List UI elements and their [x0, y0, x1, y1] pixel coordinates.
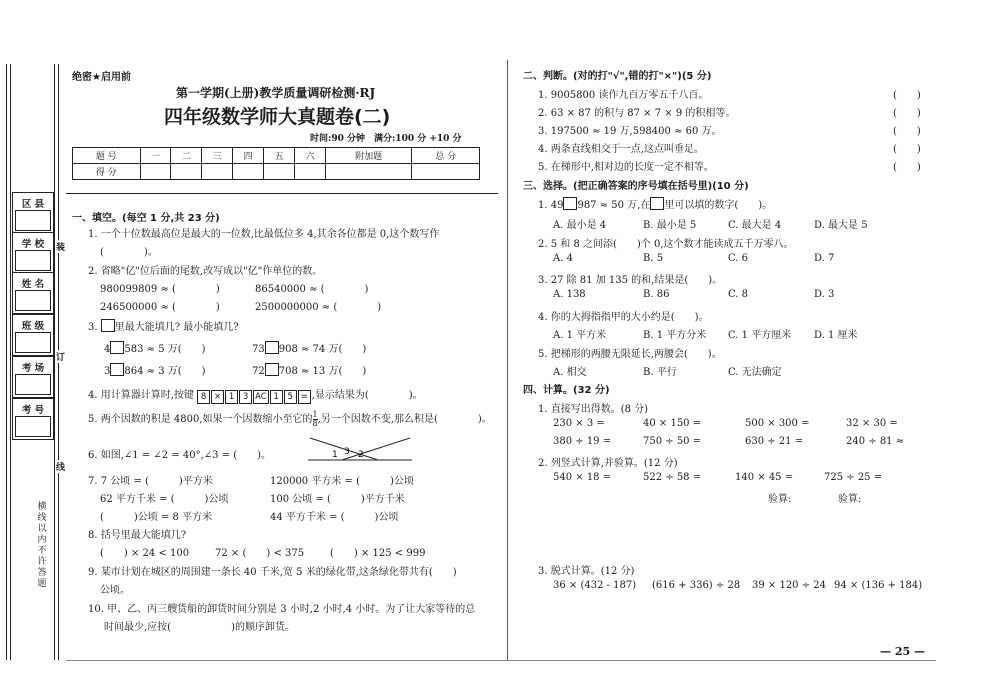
judge-item: 2. 63 × 87 的积与 87 × 7 × 9 的积相等。 — [538, 108, 736, 119]
field-name[interactable] — [12, 272, 54, 314]
page-title: 四年级数学师大真题卷(二) — [164, 106, 391, 128]
question-text: ( ) × 24 < 100 — [100, 548, 190, 559]
answer-paren[interactable]: ( ) — [893, 144, 921, 155]
page-number: — 25 — — [876, 645, 929, 658]
binding-char-ding: 订 — [56, 350, 65, 363]
question-text: 6. 如图,∠1 = ∠2 = 40°,∠3 = ( )。 — [88, 450, 272, 461]
digit: 72 — [252, 366, 265, 377]
score-cell[interactable] — [412, 164, 480, 180]
choice-option: C. 最大是 4 — [728, 220, 782, 231]
question-text: ( )。 — [100, 247, 158, 258]
choice-option: B. 5 — [643, 253, 664, 264]
binding-char-xian: 线 — [56, 460, 65, 473]
choice-option: A. 1 平方米 — [553, 330, 607, 341]
calculator-key: AC — [255, 392, 267, 402]
blank-box[interactable] — [110, 363, 124, 376]
time-score: 时间:90 分钟 满分:100 分 +10 分 — [310, 134, 462, 144]
calc-item: 380 ÷ 19 = — [553, 436, 612, 447]
input-box[interactable] — [15, 210, 51, 231]
question-text: 3. 27 除 81 加 135 的和,结果是( )。 — [538, 275, 723, 286]
question-text: 987 ≈ 50 万,在 — [577, 200, 651, 211]
cell: 六 — [295, 148, 326, 164]
field-exam-number[interactable] — [12, 398, 54, 440]
calc-item: 40 × 150 = — [643, 418, 702, 429]
section-fill-heading: 一、填空。(每空 1 分,共 23 分) — [72, 213, 220, 224]
cell: 得 分 — [73, 164, 141, 180]
question-text: 3. 脱式计算。(12 分) — [538, 566, 635, 577]
question-4 — [88, 386, 423, 404]
score-cell[interactable] — [264, 164, 295, 180]
digit: 4 — [104, 344, 111, 355]
calc-item: 540 × 18 = — [553, 472, 612, 483]
question-text: 120000 平方米 = ( )公顷 — [270, 476, 414, 487]
field-label: 考 场 — [21, 363, 45, 374]
question-text: 10. 甲、乙、丙三艘货船的卸货时间分别是 3 小时,2 小时,4 小时。为了让大家等待的总 — [88, 604, 476, 615]
choice-option: B. 86 — [643, 289, 670, 300]
question-3a — [104, 340, 206, 355]
fraction-denominator: 8 — [312, 419, 318, 428]
question-text: 1. 一个十位数最高位是最大的一位数,比最低位多 4,其余各位都是 0,这个数写作 — [88, 229, 440, 240]
calc-item: 39 × 120 ÷ 24 — [752, 580, 827, 591]
question-text: 62 平方千米 = ( )公顷 — [100, 494, 229, 505]
question-3c — [104, 362, 206, 377]
score-cell[interactable] — [171, 164, 202, 180]
question-text: 公顷。 — [100, 585, 130, 596]
question-text: ( ) × 125 < 999 — [330, 548, 426, 559]
binding-line-3 — [54, 64, 55, 660]
calculator-key: 8 — [197, 390, 210, 404]
calc-item: 500 × 300 = — [745, 418, 810, 429]
field-label: 姓 名 — [21, 279, 45, 290]
cell: 总 分 — [412, 148, 480, 164]
question-text: 7. 7 公顷 = ( )平方米 — [88, 476, 213, 487]
question-text: ,另一个因数不变,那么积是( )。 — [317, 414, 492, 425]
choice-question-1 — [538, 196, 772, 211]
judge-item: 3. 197500 ≈ 19 万,598400 ≈ 60 万。 — [538, 126, 722, 137]
cell: 题 号 — [73, 148, 141, 164]
question-text: ,显示结果为( )。 — [311, 390, 423, 401]
calculator-key: = — [298, 390, 311, 404]
cell: 五 — [264, 148, 295, 164]
question-text: 100 公顷 = ( )平方千米 — [270, 494, 405, 505]
blank-box[interactable] — [563, 197, 577, 210]
judge-item: 1. 9005800 读作九百万零五千八百。 — [538, 90, 709, 101]
blank-box[interactable] — [650, 197, 664, 210]
question-text: 86540000 ≈ ( ) — [255, 284, 369, 295]
score-cell[interactable] — [140, 164, 171, 180]
input-box[interactable] — [15, 290, 51, 311]
score-table — [72, 147, 480, 180]
question-text: 9. 某市计划在城区的周围建一条长 40 千米,宽 5 米的绿化带,这条绿化带共有( ) — [88, 567, 457, 578]
section-calc-heading: 四、计算。(32 分) — [523, 385, 610, 396]
score-cell[interactable] — [202, 164, 233, 180]
cell: 二 — [171, 148, 202, 164]
cell: 附加题 — [325, 148, 411, 164]
check-label: 验算: — [838, 494, 862, 505]
question-5 — [88, 410, 492, 428]
question-text: 8. 括号里最大能填几? — [88, 530, 187, 541]
calculator-key: 1 — [270, 390, 283, 404]
score-cell[interactable] — [233, 164, 264, 180]
question-text: ( )公顷 = 8 平方米 — [100, 512, 213, 523]
blank-box[interactable] — [265, 363, 279, 376]
score-row — [73, 164, 480, 180]
score-cell[interactable] — [325, 164, 411, 180]
fraction-numerator: 1 — [312, 410, 318, 419]
question-3b — [252, 340, 366, 355]
question-text: 里可以填的数字( )。 — [664, 200, 773, 211]
choice-option: C. 无法确定 — [728, 367, 782, 378]
angle-label-1: 1 — [332, 450, 338, 460]
digit: 3 — [104, 366, 111, 377]
angle-figure — [308, 436, 412, 466]
exam-subtitle: 第一学期(上册)教学质量调研检测·RJ — [176, 86, 376, 100]
choice-option: C. 6 — [728, 253, 749, 264]
judge-item: 5. 在梯形中,相对边的长度一定不相等。 — [538, 162, 714, 173]
question-3d — [252, 362, 366, 377]
calculator-key: 3 — [239, 390, 252, 404]
section-choice-heading: 三、选择。(把正确答案的序号填在括号里)(10 分) — [523, 181, 749, 192]
calc-item: 230 × 3 = — [553, 418, 605, 429]
choice-option: B. 最小是 5 — [643, 220, 697, 231]
calculator-key: 1 — [225, 390, 238, 404]
calc-item: 32 × 30 = — [846, 418, 898, 429]
field-class[interactable] — [12, 314, 54, 356]
calc-item: 522 ÷ 58 = — [643, 472, 702, 483]
input-box[interactable] — [15, 250, 51, 271]
question-text: 44 平方千米 = ( )公顷 — [270, 512, 399, 523]
question-text: 里最大能填几? 最小能填几? — [114, 322, 239, 333]
field-label: 考 号 — [21, 405, 45, 416]
column-divider — [507, 60, 508, 660]
score-header-row — [73, 148, 480, 164]
field-exam-room[interactable] — [12, 356, 54, 398]
no-answer-note: 横线以内不许答题 — [35, 502, 49, 590]
calc-item: 36 × (432 - 187) — [553, 580, 637, 591]
field-label: 区 县 — [21, 199, 45, 210]
calc-item: 630 ÷ 21 = — [745, 436, 804, 447]
section-judge-heading: 二、判断。(对的打"√",错的打"×")(5 分) — [523, 71, 712, 82]
binding-char-zhuang: 装 — [56, 240, 65, 253]
choice-option: C. 1 平方厘米 — [728, 330, 792, 341]
calc-item: 94 × (136 + 184) — [834, 580, 923, 591]
input-box[interactable] — [15, 416, 51, 437]
field-label: 班 级 — [21, 321, 45, 332]
question-text: 2. 省略"亿"位后面的尾数,改写成以"亿"作单位的数。 — [88, 266, 323, 277]
input-box[interactable] — [15, 374, 51, 395]
field-school[interactable] — [12, 232, 54, 274]
calc-item: 725 ÷ 25 = — [824, 472, 883, 483]
question-text: 1. 49 — [538, 200, 564, 211]
question-text: 72 × ( ) < 375 — [215, 548, 305, 559]
calculator-key: 5 — [284, 390, 297, 404]
choice-option: D. 1 厘米 — [814, 330, 858, 341]
question-text: 583 ≈ 5 万( ) — [124, 344, 206, 355]
question-text: 1. 直接写出得数。(8 分) — [538, 404, 649, 415]
angle-label-2: 2 — [358, 450, 364, 460]
header-rule — [66, 193, 498, 194]
angle-label-3: 3 — [344, 447, 350, 457]
question-text: 5. 把梯形的两腰无限延长,两腰会( )。 — [538, 349, 722, 360]
question-text: 908 ≈ 74 万( ) — [278, 344, 367, 355]
field-district[interactable] — [12, 192, 54, 234]
choice-option: B. 1 平方分米 — [643, 330, 707, 341]
calculator-key: × — [211, 390, 224, 404]
answer-paren[interactable]: ( ) — [893, 126, 921, 137]
calc-item: 750 ÷ 50 = — [643, 436, 702, 447]
choice-option: D. 最大是 5 — [814, 220, 868, 231]
question-text: 708 ≈ 13 万( ) — [278, 366, 367, 377]
question-3 — [88, 318, 239, 333]
footer-rule — [66, 660, 936, 661]
cell: 一 — [140, 148, 171, 164]
choice-option: A. 4 — [553, 253, 573, 264]
calc-item: (616 + 336) ÷ 28 — [652, 580, 741, 591]
choice-option: A. 138 — [553, 289, 586, 300]
choice-option: C. 8 — [728, 289, 749, 300]
check-label: 验算: — [768, 494, 792, 505]
blank-box[interactable] — [265, 341, 279, 354]
cell: 四 — [233, 148, 264, 164]
answer-paren[interactable]: ( ) — [893, 90, 921, 101]
question-text: 4. 用计算器计算时,按键 — [88, 390, 194, 401]
choice-option: B. 平行 — [643, 367, 677, 378]
question-text: 980099809 ≈ ( ) — [100, 284, 220, 295]
binding-line-1 — [6, 64, 7, 660]
question-text: 246500000 ≈ ( ) — [100, 302, 220, 313]
choice-option: D. 7 — [814, 253, 835, 264]
calc-item: 140 × 45 = — [735, 472, 794, 483]
input-box[interactable] — [15, 332, 51, 353]
digit: 73 — [252, 344, 265, 355]
question-number: 3. — [88, 322, 98, 333]
question-text: 2500000000 ≈ ( ) — [255, 302, 382, 313]
field-label: 学 校 — [21, 239, 45, 250]
answer-paren[interactable]: ( ) — [893, 162, 921, 173]
choice-option: A. 相交 — [553, 367, 587, 378]
question-text: 2. 列竖式计算,并验算。(12 分) — [538, 458, 678, 469]
calc-item: 240 ÷ 81 ≈ — [846, 436, 905, 447]
score-cell[interactable] — [295, 164, 326, 180]
cell: 三 — [202, 148, 233, 164]
blank-box[interactable] — [101, 319, 115, 332]
secret-mark: 绝密★启用前 — [72, 72, 131, 83]
choice-option: A. 最小是 4 — [553, 220, 607, 231]
judge-item: 4. 两条直线相交于一点,这点叫垂足。 — [538, 144, 704, 155]
question-text: 864 ≈ 3 万( ) — [124, 366, 206, 377]
question-text: 时间最少,应按( )的顺序卸货。 — [104, 622, 295, 633]
binding-line-2 — [10, 64, 11, 660]
answer-paren[interactable]: ( ) — [893, 108, 921, 119]
question-text: 4. 你的大拇指指甲的大小约是( )。 — [538, 312, 709, 323]
blank-box[interactable] — [110, 341, 124, 354]
question-text: 2. 5 和 8 之间添( )个 0,这个数才能读成五千万零八。 — [538, 239, 794, 250]
question-text: 5. 两个因数的积是 4800,如果一个因数缩小至它的 — [88, 414, 313, 425]
choice-option: D. 3 — [814, 289, 835, 300]
